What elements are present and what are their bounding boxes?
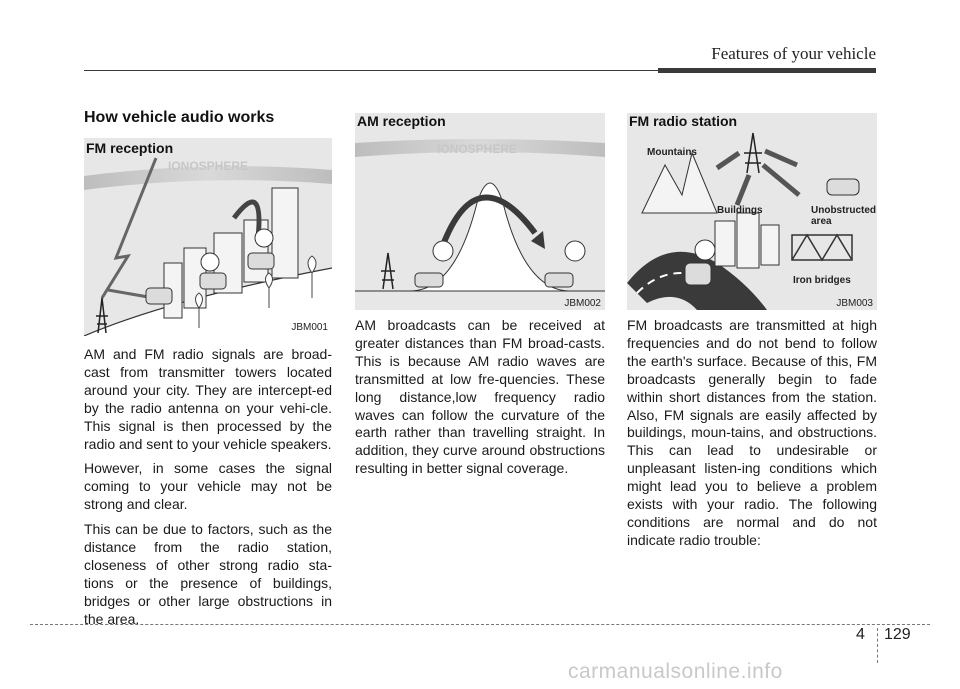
iron-bridge-icon bbox=[792, 235, 852, 260]
label-buildings: Buildings bbox=[717, 205, 763, 216]
ionosphere-label: IONOSPHERE bbox=[437, 142, 518, 156]
paragraph: AM broadcasts can be received at greater distances than FM broad-casts. This is because AM radio waves are transmitted at low fre-quencies. These long distance,low frequency radio waves can follow the curvature of the earth rather than travelling straight. In addition, they curve around obstructions resulting in better signal coverage. bbox=[355, 317, 605, 477]
figure-fm-radio-station bbox=[627, 113, 877, 310]
left-column-text bbox=[84, 346, 332, 636]
chapter-number: 4 bbox=[856, 626, 865, 643]
footer-rule bbox=[30, 624, 930, 625]
paragraph: FM broadcasts are transmitted at high frequencies and do not bend to follow the earth's surface. Because of this, FM broadcasts generally begin to fade within short distances from the station. Also, FM signals are easily affected by buildings, moun-tains, and obstructions. This can lead to undesirable or unpleasant listen-ing conditions which might lead you to believe a problem exists with your radio. The following conditions are normal and do not indicate radio trouble: bbox=[627, 317, 877, 548]
header-rule bbox=[84, 70, 658, 71]
figure-label-fm-reception: FM reception bbox=[86, 140, 174, 156]
mountains-icon bbox=[642, 153, 717, 213]
label-mountains: Mountains bbox=[647, 147, 697, 158]
figure-code-jbm002: JBM002 bbox=[564, 298, 601, 309]
figure-code-jbm001: JBM001 bbox=[291, 322, 328, 333]
label-area: area bbox=[811, 216, 832, 227]
right-column-text bbox=[627, 317, 877, 557]
page-separator bbox=[877, 628, 878, 663]
transmitter-tower-icon bbox=[381, 253, 395, 289]
section-heading: How vehicle audio works bbox=[84, 109, 275, 126]
am-reception-illustration bbox=[355, 113, 605, 310]
header-title: Features of your vehicle bbox=[711, 44, 876, 63]
fm-reception-illustration bbox=[84, 138, 332, 336]
ionosphere-label: IONOSPHERE bbox=[168, 159, 249, 173]
buildings-icon bbox=[715, 213, 779, 268]
figure-code-jbm003: JBM003 bbox=[836, 298, 873, 309]
figure-label-fm-radio-station: FM radio station bbox=[629, 113, 738, 129]
transmitter-tower-icon bbox=[744, 133, 762, 173]
label-unobstructed: Unobstructed bbox=[811, 205, 876, 216]
figure-fm-reception bbox=[84, 138, 332, 336]
paragraph: This can be due to factors, such as the distance from the radio station, closeness of other strong radio sta-tions or the presence of buildings, bridges or other large obstructions in the area. bbox=[84, 521, 332, 627]
page-number: 129 bbox=[884, 626, 911, 643]
label-iron-bridges: Iron bridges bbox=[793, 275, 851, 286]
paragraph: AM and FM radio signals are broad-cast from transmitter towers located around your city. They are intercept-ed by the radio antenna on your vehi-cle. This signal is then processed by the radio and sent to your vehicle speakers. bbox=[84, 346, 332, 452]
middle-column-text bbox=[355, 317, 605, 485]
figure-am-reception bbox=[355, 113, 605, 310]
figure-label-am-reception: AM reception bbox=[357, 113, 446, 129]
paragraph: However, in some cases the signal coming to your vehicle may not be strong and clear. bbox=[84, 460, 332, 513]
header-rule-accent bbox=[658, 68, 876, 73]
watermark: carmanualsonline.info bbox=[568, 660, 783, 683]
